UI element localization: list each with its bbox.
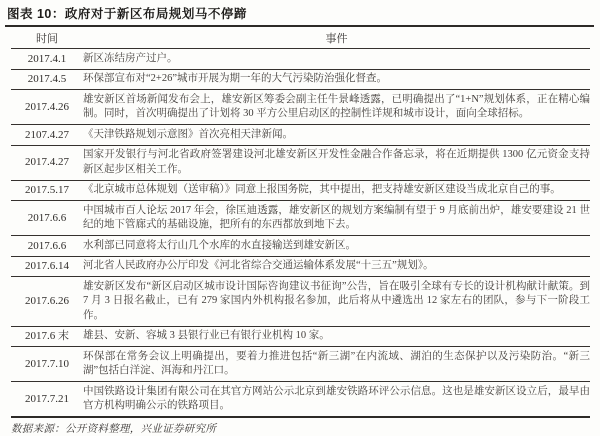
event-text: 水利部已同意将太行山几个水库的水直接输送到雄安新区。 [83, 236, 590, 257]
table-row [11, 201, 590, 236]
table-row [11, 277, 590, 327]
event-text: 河北省人民政府办公厅印发《河北省综合交通运输体系发展“十三五”规划》。 [83, 256, 590, 277]
table-row [11, 49, 590, 70]
event-date: 2017.4.26 [11, 90, 83, 125]
event-text: 雄县、安新、容城 3 县银行业已有银行业机构 10 家。 [83, 326, 590, 347]
table-row [11, 347, 590, 382]
table-row [11, 90, 590, 125]
table-row [11, 326, 590, 347]
event-date: 2017.7.10 [11, 347, 83, 382]
event-date: 2017.6.6 [11, 236, 83, 257]
event-date: 2107.4.27 [11, 125, 83, 146]
event-date: 2017.5.17 [11, 180, 83, 201]
event-text: 环保部宣布对“2+26”城市开展为期一年的大气污染防治强化督查。 [83, 69, 590, 90]
event-text: 中国铁路设计集团有限公司在其官方网站公示北京到雄安铁路环评公示信息。这也是雄安新区设立后，最早由官方机构明确公示的铁路项目。 [83, 382, 590, 418]
table-row [11, 236, 590, 257]
event-text: 新区冻结房产过户。 [83, 49, 590, 70]
event-text: 雄安新区发布“新区启动区城市设计国际咨询建议书征询”公告，旨在吸引全球有专长的设计机构献计献策。到 7 月 3 日报名截止，已有 279 家国内外机构报名参加，此后将从中遴选出 12 家左右的团队，参与下一阶段工作。 [83, 277, 590, 327]
table-row [11, 145, 590, 180]
event-date: 2017.6.6 [11, 201, 83, 236]
table-row [11, 125, 590, 146]
event-text: 《天津铁路规划示意图》首次亮相天津新闻。 [83, 125, 590, 146]
table-row [11, 180, 590, 201]
event-text: 中国城市百人论坛 2017 年会，徐匡迪透露，雄安新区的规划方案编制有望于 9 月底前出炉，雄安要建设 21 世纪的地下管廊式的基础设施，把所有的东西都放到地下去。 [83, 201, 590, 236]
event-date: 2017.4.27 [11, 145, 83, 180]
col-header-time: 时间 [11, 27, 83, 49]
table-header-row [11, 27, 590, 49]
table-row [11, 69, 590, 90]
event-date: 2017.6.26 [11, 277, 83, 327]
event-text: 国家开发银行与河北省政府签署建设河北雄安新区开发性金融合作备忘录，将在近期提供 1300 亿元资金支持新区起步区相关工作。 [83, 145, 590, 180]
table-row [11, 256, 590, 277]
event-date: 2017.4.5 [11, 69, 83, 90]
data-source-note: 数据来源：公开资料整理，兴业证券研究所 [11, 424, 217, 435]
figure-title: 图表 10：政府对于新区布局规划马不停蹄 [5, 3, 594, 27]
event-date: 2017.6 末 [11, 326, 83, 347]
event-text: 雄安新区首场新闻发布会上，雄安新区筹委会副主任牛景峰透露，已明确提出了“1+N”规划体系，正在精心编制。同时，首次明确提出了计划将 30 平方公里启动区的控制性详规和城市设计，面向全球招标。 [83, 90, 590, 125]
col-header-event: 事件 [83, 27, 590, 49]
event-text: 环保部在常务会议上明确提出，要着力推进包括“新三湖”在内流域、湖泊的生态保护以及污染防治。“新三湖”包括白洋淀、洱海和丹江口。 [83, 347, 590, 382]
event-date: 2017.7.21 [11, 382, 83, 418]
event-date: 2017.4.1 [11, 49, 83, 70]
event-text: 《北京城市总体规划（送审稿）》同意上报国务院，其中提出，把支持雄安新区建设当成北京自己的事。 [83, 180, 590, 201]
events-table [11, 27, 590, 418]
event-date: 2017.6.14 [11, 256, 83, 277]
table-row [11, 382, 590, 418]
